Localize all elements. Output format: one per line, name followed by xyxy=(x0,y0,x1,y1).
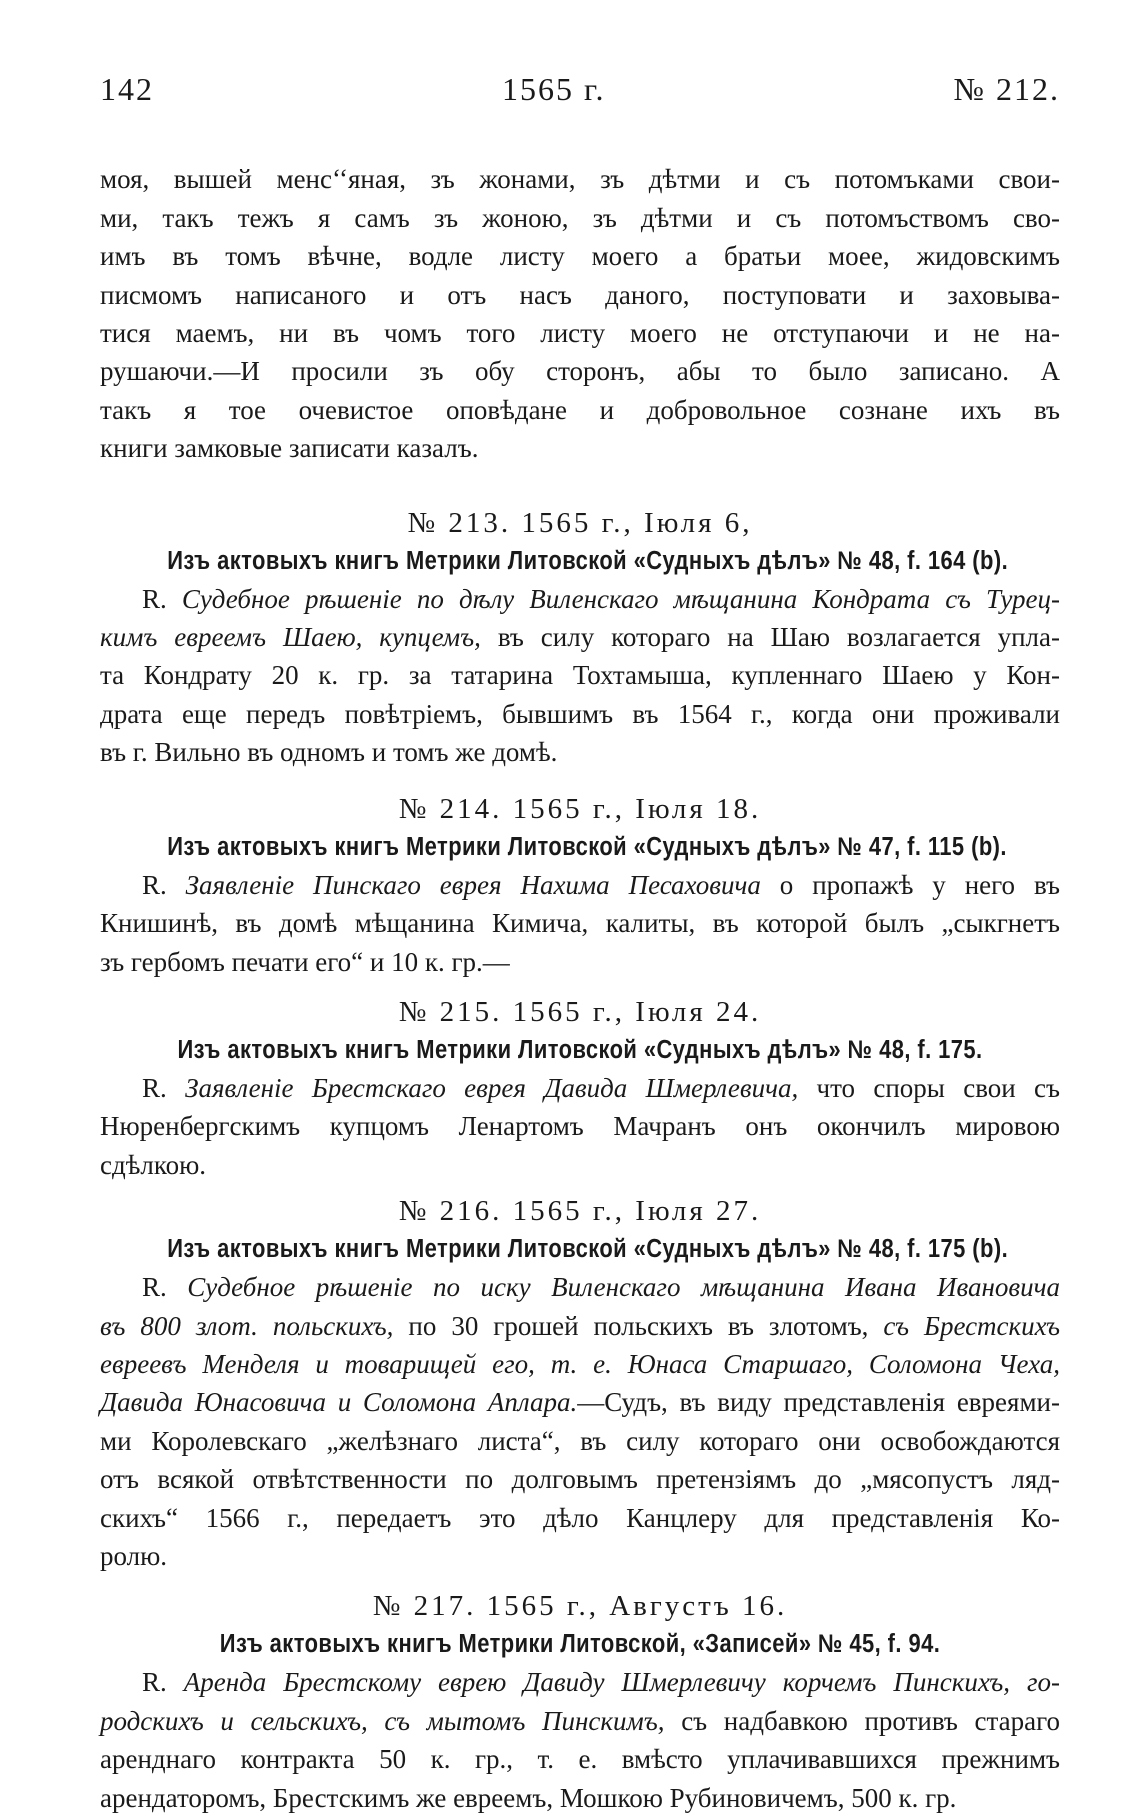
entry-source: Изъ актовыхъ книгъ Метрики Литовской «Судныхъ дѣлъ» № 47, f. 115 (b). xyxy=(167,832,1007,861)
summary-line xyxy=(100,1460,1060,1498)
summary-line xyxy=(100,656,1060,694)
plain-text: R. xyxy=(142,1272,188,1303)
text-line: писмомъ написаного и отъ насъ даного, поступовати и заховыва- xyxy=(100,279,1060,310)
plain-text: аренднаго контракта 50 к. гр., т. е. вмѣсто уплачивавшихся прежнимъ xyxy=(100,1744,1060,1775)
entry-heading: № 213. 1565 г., Іюля 6, xyxy=(407,506,753,539)
text-line: ми, такъ тежъ я самъ зъ жоною, зъ дѣтми и съ потомъствомъ сво- xyxy=(100,202,1060,233)
plain-text: —Судъ, въ виду представленія евреями- xyxy=(577,1387,1060,1418)
plain-text: ролю. xyxy=(100,1540,168,1571)
plain-text: арендаторомъ, Брестскимъ же евреемъ, Мошкою Рубиновичемъ, 500 к. гр. xyxy=(100,1782,957,1813)
plain-text: R. xyxy=(142,1072,186,1103)
plain-text: Книшинѣ, въ домѣ мѣщанина Кимича, калиты, въ которой былъ „сыкгнетъ xyxy=(100,908,1060,939)
entry-source: Изъ актовыхъ книгъ Метрики Литовской «Судныхъ дѣлъ» № 48, f. 164 (b). xyxy=(167,546,1009,575)
summary-line xyxy=(100,1663,1060,1701)
plain-text: что споры свои съ xyxy=(798,1072,1060,1103)
plain-text: по 30 грошей польскихъ въ злотомъ, xyxy=(393,1310,884,1341)
plain-text: отъ всякой отвѣтственности по долговымъ претензіямъ до „мясопустъ ляд- xyxy=(100,1464,1060,1495)
plain-text: зъ гербомъ печати его“ и 10 к. гр.— xyxy=(100,946,510,977)
italic-text: въ 800 злот. польскихъ, xyxy=(100,1310,394,1341)
plain-text: о пропажѣ у него въ xyxy=(760,869,1060,900)
entry-gap xyxy=(100,468,1060,504)
entry-source: Изъ актовыхъ книгъ Метрики Литовской «Судныхъ дѣлъ» № 48, f. 175. xyxy=(177,1035,983,1064)
entry-section xyxy=(100,993,1060,1184)
page-year: 1565 г. xyxy=(501,71,606,107)
italic-text: евреевъ Менделя и товарищей его, т. е. Юнаса Старшаго, Соломона Чеха, xyxy=(100,1348,1060,1379)
document-number: № 212. xyxy=(953,71,1060,107)
entry-summary xyxy=(100,1663,1060,1817)
summary-line xyxy=(100,1069,1060,1107)
summary-line xyxy=(100,733,1060,771)
plain-text: въ силу котораго на Шаю возлагается упла- xyxy=(480,622,1060,653)
entry-section xyxy=(100,1587,1060,1817)
entry-heading: № 215. 1565 г., Іюля 24. xyxy=(398,995,762,1028)
summary-line xyxy=(100,1537,1060,1575)
italic-text: Заявленіе Пинскаго еврея Нахима Песаховича xyxy=(185,869,761,900)
entry-summary xyxy=(100,866,1060,981)
entry-section xyxy=(100,790,1060,981)
summary-line xyxy=(100,1345,1060,1383)
summary-line xyxy=(100,943,1060,981)
summary-line xyxy=(100,1702,1060,1740)
plain-text: драта еще передъ повѣтріемъ, бывшимъ въ 1564 г., когда они проживали xyxy=(100,698,1060,729)
plain-text: скихъ“ 1566 г., передаетъ это дѣло Канцлеру для представленія Ко- xyxy=(100,1502,1060,1533)
plain-text: ми Королевскаго „желѣзнаго листа“, въ силу котораго они освобождаются xyxy=(100,1425,1060,1456)
summary-line xyxy=(100,1383,1060,1421)
italic-text: Заявленіе Брестскаго еврея Давида Шмерлевича, xyxy=(185,1072,799,1103)
italic-text: Судебное рѣшеніе по иску Виленскаго мѣщанина Ивана Ивановича xyxy=(187,1272,1061,1303)
plain-text: R. xyxy=(142,869,186,900)
page-number: 142 xyxy=(100,71,154,107)
text-line: имъ въ томъ вѣчне, водле листу моего а братьи моее, жидовскимъ xyxy=(100,241,1060,272)
italic-text: Давида Юнасовича и Соломона Аплара. xyxy=(100,1387,578,1418)
summary-line xyxy=(100,1268,1060,1306)
summary-line xyxy=(100,1307,1060,1345)
entry-summary xyxy=(100,580,1060,772)
plain-text: въ г. Вильно въ одномъ и томъ же домѣ. xyxy=(100,737,558,768)
entry-heading: № 216. 1565 г., Іюля 27. xyxy=(398,1195,762,1228)
summary-line xyxy=(100,866,1060,904)
italic-text: кимъ евреемъ Шаею, купцемъ, xyxy=(100,622,481,653)
entry-section xyxy=(100,504,1060,772)
summary-line xyxy=(100,904,1060,942)
summary-line xyxy=(100,1740,1060,1778)
plain-text: сдѣлкою. xyxy=(100,1149,207,1180)
text-line: рушаючи.—И просили зъ обу сторонъ, абы то было записано. А xyxy=(100,356,1060,387)
summary-line xyxy=(100,580,1060,618)
summary-line xyxy=(100,1779,1060,1817)
entry-source: Изъ актовыхъ книгъ Метрики Литовской «Судныхъ дѣлъ» № 48, f. 175 (b). xyxy=(167,1235,1009,1264)
summary-line xyxy=(100,695,1060,733)
italic-text: родскихъ и сельскихъ, съ мытомъ Пинскимъ, xyxy=(100,1705,665,1736)
entry-gap xyxy=(100,772,1060,790)
entry-gap xyxy=(100,981,1060,993)
plain-text: R. xyxy=(142,1667,184,1698)
text-line: такъ я тое очевистое оповѣдане и добровольное сознане ихъ въ xyxy=(100,394,1060,425)
summary-line xyxy=(100,1499,1060,1537)
entry-heading: № 217. 1565 г., Августъ 16. xyxy=(372,1590,788,1623)
text-line: книги замковые записати казалъ. xyxy=(100,433,479,464)
summary-line xyxy=(100,1146,1060,1184)
italic-text: Судебное рѣшеніе по дѣлу Виленскаго мѣщанина Кондрата съ Турец- xyxy=(181,583,1060,614)
plain-text: съ надбавкою противъ стараго xyxy=(664,1705,1060,1736)
italic-text: Аренда Брестскому еврею Давиду Шмерлевичу корчемъ Пинскихъ, го- xyxy=(183,1667,1060,1698)
text-line: моя, вышей менс‘‘яная, зъ жонами, зъ дѣтми и съ потомъками свои- xyxy=(100,164,1060,195)
entry-source: Изъ актовыхъ книгъ Метрики Литовской, «Записей» № 45, f. 94. xyxy=(219,1630,941,1659)
plain-text: R. xyxy=(142,583,182,614)
entry-heading: № 214. 1565 г., Іюля 18. xyxy=(398,792,762,825)
summary-line xyxy=(100,618,1060,656)
entry-section xyxy=(100,1192,1060,1575)
continuation-paragraph xyxy=(100,160,1060,467)
entry-gap xyxy=(100,1184,1060,1192)
entries-list xyxy=(100,468,1060,1817)
plain-text: та Кондрату 20 к. гр. за татарина Тохтамыша, купленнаго Шаею у Кон- xyxy=(100,660,1060,691)
running-head xyxy=(100,70,1060,108)
entry-gap xyxy=(100,1575,1060,1587)
italic-text: съ Брестскихъ xyxy=(883,1310,1060,1341)
plain-text: Нюренбергскимъ купцомъ Ленартомъ Мачранъ онъ окончилъ мировою xyxy=(100,1111,1060,1142)
entry-summary xyxy=(100,1069,1060,1184)
text-line: тися маемъ, ни въ чомъ того листу моего не отступаючи и не на- xyxy=(100,318,1060,349)
entry-summary xyxy=(100,1268,1060,1575)
summary-line xyxy=(100,1422,1060,1460)
summary-line xyxy=(100,1107,1060,1145)
